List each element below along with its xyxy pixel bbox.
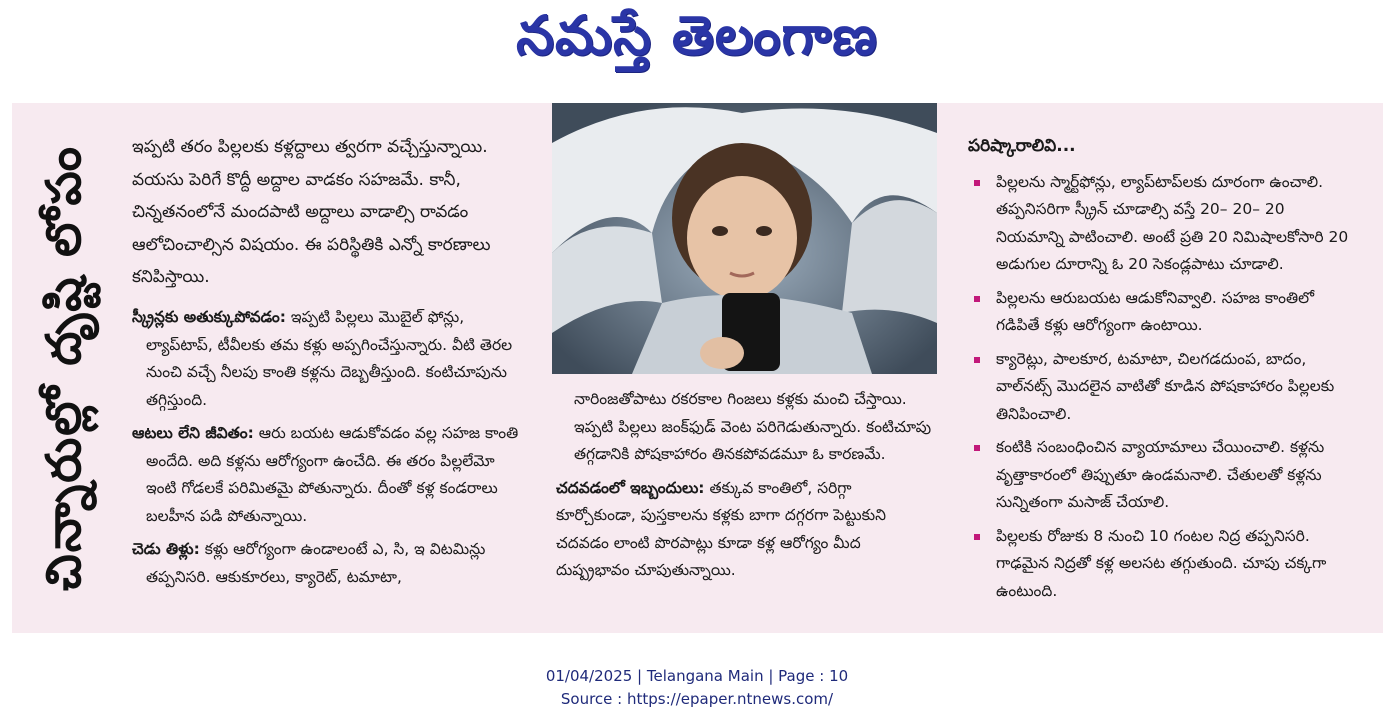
section-body: తక్కువ కాంతిలో, సరిగ్గా కూర్చోకుండా, పుస్తకాలను కళ్లకు బాగా దగ్గరగా పెట్టుకుని చదవడం లాంటి పొరపాట్లు కూడా కళ్ల ఆరోగ్యం మీద దుష్ప్రభావం చూపుతున్నాయి. [556,478,886,579]
solution-item: కంటికి సంబంధించిన వ్యాయామాలు చేయించాలి. కళ్లను వృత్తాకారంలో తిప్పుతూ ఉండమనాలి. చేతులతో కళ్లను సున్నితంగా మసాజ్ చేయాలి. [968,434,1353,517]
section-reading [556,475,936,585]
solutions-heading: పరిష్కారాలివి... [968,136,1076,156]
solutions-column [968,133,1353,611]
solution-item: పిల్లలకు రోజుకు 8 నుంచి 10 గంటల నిద్ర తప్పనిసరి. గాఢమైన నిద్రతో కళ్ల అలసట తగ్గుతుంది. చూపు చక్కగా ఉంటుంది. [968,523,1353,606]
footer-source-link[interactable]: Source : https://epaper.ntnews.com/ [560,690,834,708]
photo-illustration [552,103,937,374]
section-bad-food [132,536,524,591]
article-intro [132,131,522,300]
solution-item: క్యారెట్లు, పాలకూర, టమాటా, చిలగడదుంప, బాదం, వాల్‌నట్స్ మొదలైన వాటితో కూడిన పోషకాహారం పిల్లలకు తినిపించాలి. [968,346,1353,429]
section-screens [132,304,524,414]
footer-edition-info: 01/04/2025 | Telangana Main | Page : 10 [545,667,849,685]
column2-continuation: నారింజతోపాటు రకరకాల గింజలు కళ్లకు మంచి చేస్తాయి. ఇప్పటి పిల్లలు జంక్‌ఫుడ్ వెంట పరిగెడుతున్నారు. కంటిచూపు తగ్గడానికి పోషకాహారం తినకపోవడమూ ఓ కారణమే. [574,390,932,463]
section-body: ఆరు బయట ఆడుకోవడం వల్ల సహజ కాంతి అందేది. అది కళ్లను ఆరోగ్యంగా ఉంచేది. ఈ తరం పిల్లలేమో ఇంటి గోడలకే పరిమితమై పోతున్నారు. దీంతో కళ్ల కండరాలు బలహీన పడి పోతున్నాయి. [146,424,519,525]
section-body: ఇప్పటి పిల్లలు మొబైల్ ఫోన్లు, ల్యాప్‌టాప్, టీవీలకు తమ కళ్లు అప్పగించేస్తున్నారు. వీటి తెరల నుంచి వచ్చే నీలపు కాంతి కళ్లను దెబ్బతీస్తుంది. కంటిచూపును తగ్గిస్తుంది. [146,308,513,409]
masthead [0,0,1394,80]
article-column-2 [556,386,936,591]
section-heading: చదవడంలో ఇబ్బందులు: [556,478,705,497]
newspaper-logo-title: నమస్తే తెలంగాణ [516,4,878,67]
headline-text: చిన్నారుల్లో దృష్టి లోపం [36,145,92,591]
intro-paragraph: ఇప్పటి తరం పిల్లలకు కళ్లద్దాలు త్వరగా వచ్చేస్తున్నాయి. వయసు పెరిగే కొద్దీ అద్దాల వాడకం సహజమే. కానీ, చిన్నతనంలోనే మందపాటి అద్దాలు వాడాల్సి రావడం ఆలోచించాల్సిన విషయం. ఈ పరిస్థితికి ఎన్నో కారణాలు కనిపిస్తాయి. [132,137,491,287]
section-heading: ఆటలు లేని జీవితం: [132,424,254,442]
section-no-games [132,420,524,530]
solution-item: పిల్లలను స్మార్ట్‌ఫోన్లు, ల్యాప్‌టాప్‌లకు దూరంగా ఉంచాలి. తప్పనిసరిగా స్క్రీన్ చూడాల్సి వస్తే 20– 20– 20 నియమాన్ని పాటించాలి. అంటే ప్రతి 20 నిమిషాలకోసారి 20 అడుగుల దూరాన్ని ఓ 20 సెకండ్లపాటు చూడాలి. [968,169,1353,279]
article-headline-vertical [20,112,120,624]
section-heading: స్క్రీన్లకు అతుక్కుపోవడం: [132,308,286,326]
child-with-phone-photo [552,103,937,374]
section-heading: చెడు తిళ్లు: [132,540,200,558]
solution-item: పిల్లలను ఆరుబయట ఆడుకోనివ్వాలి. సహజ కాంతిలో గడిపితే కళ్లు ఆరోగ్యంగా ఉంటాయి. [968,285,1353,340]
article-column-1 [132,304,524,597]
section-body: కళ్లు ఆరోగ్యంగా ఉండాలంటే ఎ, సి, ఇ విటమిన్లు తప్పనిసరి. ఆకుకూరలు, క్యారెట్, టమాటా, [146,540,486,586]
